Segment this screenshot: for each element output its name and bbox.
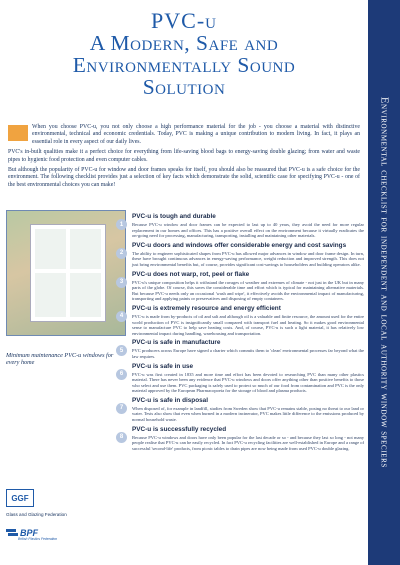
checklist-body: PVC-u is made from by-products of oil and salt and although oil is a valuable and finite resource, the amount used for the entire world production of PVC is insignificantly small compared with transport fuel and heating. So it makes good environmental sense to manufacture PVC to help save heating costs. And, of course, PVC-u is such a light material, it has relatively low environmental impact during handling, warehousing and transportation. (132, 313, 364, 336)
checklist-item-4 (116, 305, 364, 336)
window-photo (6, 210, 126, 336)
checklist-heading: PVC-u is extremely resource and energy efficient (132, 304, 281, 312)
ggf-logo: GGF (6, 489, 34, 507)
checklist-body: Because PVC-u windows and doors have only been popular for the last decade or so - and because they last so long - not many people realise that PVC-u can be easily recycled. In fact PVC-u recycling facilities are well-established in Europe and a range of successful 'second-life' products, from picnic tables to drain pipes are now being made from used PVC-u double glazing. (132, 434, 364, 451)
intro-paragraph-1-text: When you choose PVC-u, you not only choose a high performance material for the job - you choose a material with distinctive environmental, technical and economic credentials. Today, PVC is making a unique contribution to modern living. In fact, it plays an essential role in every aspect of our daily lives. (32, 124, 360, 145)
checklist-heading: PVC-u is safe in manufacture (132, 339, 221, 347)
intro-paragraph-2: PVC's in-built qualities make it a perfect choice for everything from life-saving blood bags to energy-saving double glazing; from water and waste pipes to hygienic food protection and even computer cables. (8, 149, 360, 163)
intro-section (8, 124, 360, 192)
checklist-heading: PVC-u doors and windows offer considerable energy and cost savings (132, 241, 347, 249)
title-line-3: Environmentally Sound (72, 53, 296, 77)
title-line-4: Solution (142, 75, 226, 99)
bpf-name: British Plastics Federation (18, 537, 58, 541)
checklist-item-6 (116, 363, 364, 394)
bpf-logo-text: BPF (20, 528, 38, 538)
page-title (0, 0, 368, 118)
side-strip (368, 0, 400, 565)
ggf-name: Glass and Glazing Federation (6, 512, 67, 517)
checklist-item-1 (116, 213, 364, 239)
checklist-body: When disposed of, for example in landfill, studies from Sweden show that PVC-u remains stable, posing no threat to our land or water. Tests also show that even when burned in a modern incinerator, PVC makes little difference to the emissions produced by normal household waste. (132, 405, 364, 423)
checklist-body: PVC-u was first created in 1835 and more time and effort has been devoted to researching PVC than many other plastics material. There has never been any evidence that PVC-u windows and doors offer anything other than positive benefits to those who select and use them. PVC packaging is safely used to protect so much of our food from contamination and PVC is the only material approved by the European Pharmacopoeia for the storage of blood and plasma products. (132, 371, 364, 394)
number-badge: 2 (116, 248, 127, 259)
checklist-heading: PVC-u does not warp, rot, peel or flake (132, 270, 250, 278)
window-frame-illustration (31, 225, 105, 321)
title-line-2: A Modern, Safe and (89, 31, 279, 55)
checklist-heading: PVC-u is safe in disposal (132, 396, 208, 404)
checklist-body: PVC producers across Europe have signed a charter which commits them to 'clean' environmental processes far beyond what the law requires. (132, 348, 364, 359)
environmental-checklist (116, 213, 364, 454)
drop-cap-block (8, 125, 28, 141)
photo-caption: Minimum maintenance PVC-u windows for every home (6, 352, 114, 367)
number-badge: 1 (116, 219, 127, 230)
checklist-item-3 (116, 271, 364, 302)
number-badge: 8 (116, 432, 127, 443)
number-badge: 6 (116, 369, 127, 380)
checklist-heading: PVC-u is successfully recycled (132, 425, 227, 433)
title-line-1: PVC-u (151, 8, 217, 33)
intro-paragraph-3: But although the popularity of PVC-u for window and door frames speaks for itself, you should also be reassured that PVC-u is a safe choice for the environment. The following checklist provides just a selection of key facts which demonstrate the solid, scientific case for specifying PVC-u - one of the best environmental choices you can make! (8, 167, 360, 188)
checklist-heading: PVC-u is safe in use (132, 362, 194, 370)
number-badge: 3 (116, 277, 127, 288)
number-badge: 5 (116, 345, 127, 356)
checklist-item-2 (116, 242, 364, 268)
intro-paragraph-1 (8, 124, 360, 146)
side-strip-title: Environmental checklist for independent and local authority window speciers (378, 97, 390, 468)
checklist-item-8 (116, 426, 364, 452)
checklist-item-5 (116, 339, 364, 359)
checklist-body: The ability to engineer sophisticated shapes from PVC-u has allowed major advances in window and door frame design. In turn, these have brought continuous advances in energy-saving performance, weight reduction and improved strength. This does not just bring environmental benefits but, of course, provides significant cost-savings to householders and building operators alike. (132, 250, 364, 267)
checklist-item-7 (116, 397, 364, 423)
number-badge: 7 (116, 403, 127, 414)
checklist-body: Because PVC-u window and door frames can be expected to last up to 40 years, they avoid the need for more regular replacement in our homes and offices. This has a positive overall effect on the environment because it virtually eradicates the on-going need for processing, manufacturing, transporting, installing and maintaining other materials. (132, 222, 364, 239)
number-badge: 4 (116, 311, 127, 322)
checklist-heading: PVC-u is tough and durable (132, 213, 216, 220)
checklist-body: PVC-u's unique composition helps it withstand the ravages of weather and extremes of climate - not just in the UK but in many parts of the globe. Of course, this saves the considerable time and effort which is typical for maintaining alternative materials. But because PVC-u needs only an occasional 'wash and wipe', it effectively avoids the environmental impact of manufacturing, transporting and applying paints or preservatives and disposing of empty containers. (132, 279, 364, 302)
